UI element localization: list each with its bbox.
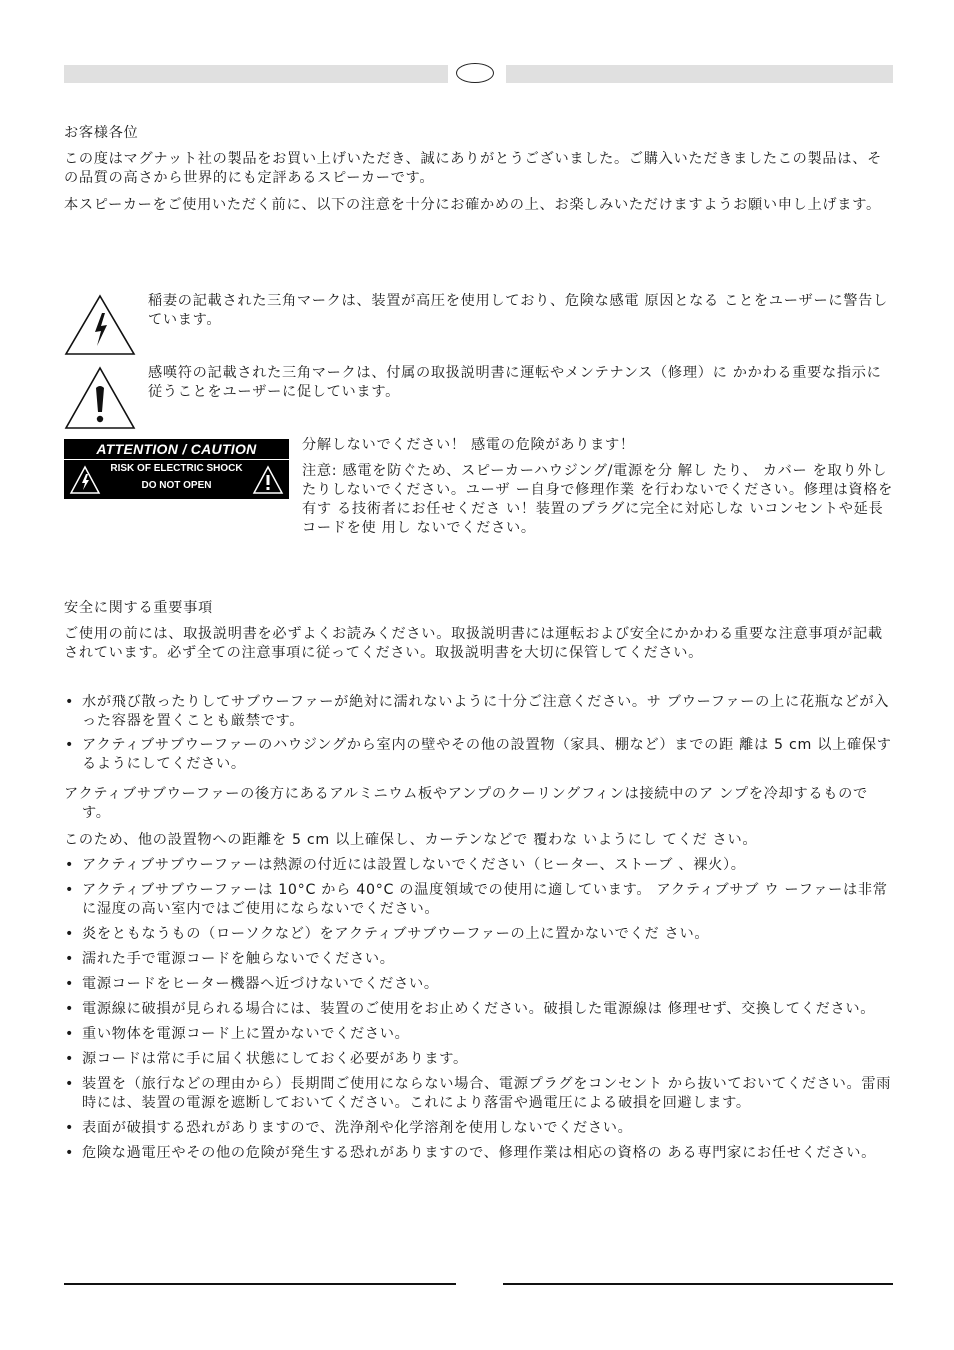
list-item: • 炎をともなうもの（ローソクなど）をアクティブサブウーファーの上に置かないでくだ さい。 [65, 926, 710, 942]
bullet-icon: • [65, 951, 75, 967]
safety-heading: 安全に関する重要事項 [64, 600, 213, 616]
bullet-icon: • [65, 976, 75, 992]
bullet-icon: • [65, 857, 75, 873]
footer-rule-right [503, 1283, 893, 1285]
list-item: • アクティブサブウーファーは 10°C から 40°C の温度領域での使用に適しています。 アクティブサブ ウ ーファーは非常に湿度の高い室内ではご使用にならないでください。 [65, 882, 888, 917]
bullet-icon: • [65, 1001, 75, 1017]
safety-intro: ご使用の前には、取扱説明書を必ずよくお読みください。取扱説明書には運転および安全にかかわる重要な注意事項が記載されています。必ず全ての注意事項に従ってください。取扱説明書を大切に保管してください。 [64, 626, 883, 661]
header-bar-left [64, 65, 448, 83]
caution-body: 注意: 感電を防ぐため、スピーカーハウジング/電源を分 解し たり、 カバー を取り外したりしないでください。ユーザ ー自身で修理作業 を行わないでください。修理は資格を有す る技術者にお任せくださ い！装置のプラグに完全に対応しな いコンセントや延長コードを使 用し ないでください。 [302, 463, 894, 536]
list-item: • 装置を（旅行などの理由から）長期間ご使用にならない場合、電源プラグをコンセント から抜いておいてください。雷雨時には、装置の電源を遮断しておいてください。これにより落雷や過電圧による破損を回避します。 [65, 1076, 892, 1111]
aluminium-note: アクティブサブウーファーの後方にあるアルミニウム板やアンプのクーリングフィンは接続中のア ンプを冷却するものです。 [64, 786, 868, 821]
caution-heading: 分解しないでください！ 感電の危険があります！ [302, 437, 635, 453]
caution-exclamation-icon [252, 465, 284, 495]
list-item: • アクティブサブウーファーのハウジングから室内の壁やその他の設置物（家具、棚など）までの距 離は 5 cm 以上確保するようにしてください。 [65, 737, 892, 772]
caution-label-title: ATTENTION / CAUTION [96, 441, 257, 457]
distance-note: このため、他の設置物への距離を 5 cm 以上確保し、カーテンなどで 覆わな いようにし てくだ さい。 [64, 832, 758, 848]
bullet-icon: • [65, 1051, 75, 1067]
list-item: • 電源コードをヒーター機器へ近づけないでください。 [65, 976, 439, 992]
bullet-icon: • [65, 926, 75, 942]
list-item: • 濡れた手で電源コードを触らないでください。 [65, 951, 395, 967]
footer-rule-left [64, 1283, 456, 1285]
bullet-icon: • [65, 694, 75, 710]
caution-label [64, 439, 289, 499]
intro-paragraph-2: 本スピーカーをご使用いただく前に、以下の注意を十分にお確かめの上、お楽しみいただけますようお願い申し上げます。 [64, 197, 881, 213]
caution-label-divider [64, 459, 289, 460]
intro-paragraph-1: この度はマグナット社の製品をお買い上げいただき、誠にありがとうございました。ご購入いただきましたこの製品は、その品質の高さから世界的にも定評あるスピーカーです。 [64, 151, 882, 186]
safety-bullet-list-a [64, 693, 894, 774]
exclamation-warning-text: 感嘆符の記載された三角マークは、付属の取扱説明書に運転やメンテナンス（修理）に かかわる重要な指示に従うことをユーザーに促しています。 [148, 365, 882, 400]
list-item: • アクティブサブウーファーは熱源の付近には設置しないでください（ヒーター、ストーブ 、裸火）。 [65, 857, 746, 873]
caution-label-do-not-open-text: DO NOT OPEN [141, 480, 212, 491]
list-item: • 水が飛び散ったりしてサブウーファーが絶対に濡れないように十分ご注意ください。サ ブウーファーの上に花瓶などが入った容器を置くことも厳禁です。 [65, 694, 890, 729]
bullet-icon: • [65, 1145, 75, 1161]
list-item: • 危険な過電圧やその他の危険が発生する恐れがありますので、修理作業は相応の資格の ある専門家にお任せください。 [65, 1145, 876, 1161]
bullet-icon: • [65, 1120, 75, 1136]
exclamation-warning-icon [64, 366, 136, 430]
list-item: • 電源線に破損が見られる場合には、装置のご使用をお止めください。破損した電源線は 修理せず、交換してください。 [65, 1001, 876, 1017]
header-bar-right [506, 65, 893, 83]
bullet-icon: • [65, 882, 75, 898]
list-item: • 源コードは常に手に届く状態にしておく必要があります。 [65, 1051, 468, 1067]
bullet-icon: • [65, 737, 75, 753]
safety-bullet-list-b [64, 856, 894, 1163]
lightning-warning-icon [64, 294, 136, 356]
list-item: • 重い物体を電源コード上に置かないでください。 [65, 1026, 410, 1042]
list-item: • 表面が破損する恐れがありますので、洗浄剤や化学溶剤を使用しないでください。 [65, 1120, 633, 1136]
greeting: お客様各位 [64, 125, 139, 141]
lightning-warning-text: 稲妻の記載された三角マークは、装置が高圧を使用しており、危険な感電 原因となる ことをユーザーに警告しています。 [148, 293, 888, 328]
language-oval-badge [456, 63, 494, 83]
bullet-icon: • [65, 1076, 75, 1092]
caution-label-risk-text: RISK OF ELECTRIC SHOCK [110, 463, 243, 474]
bullet-icon: • [65, 1026, 75, 1042]
